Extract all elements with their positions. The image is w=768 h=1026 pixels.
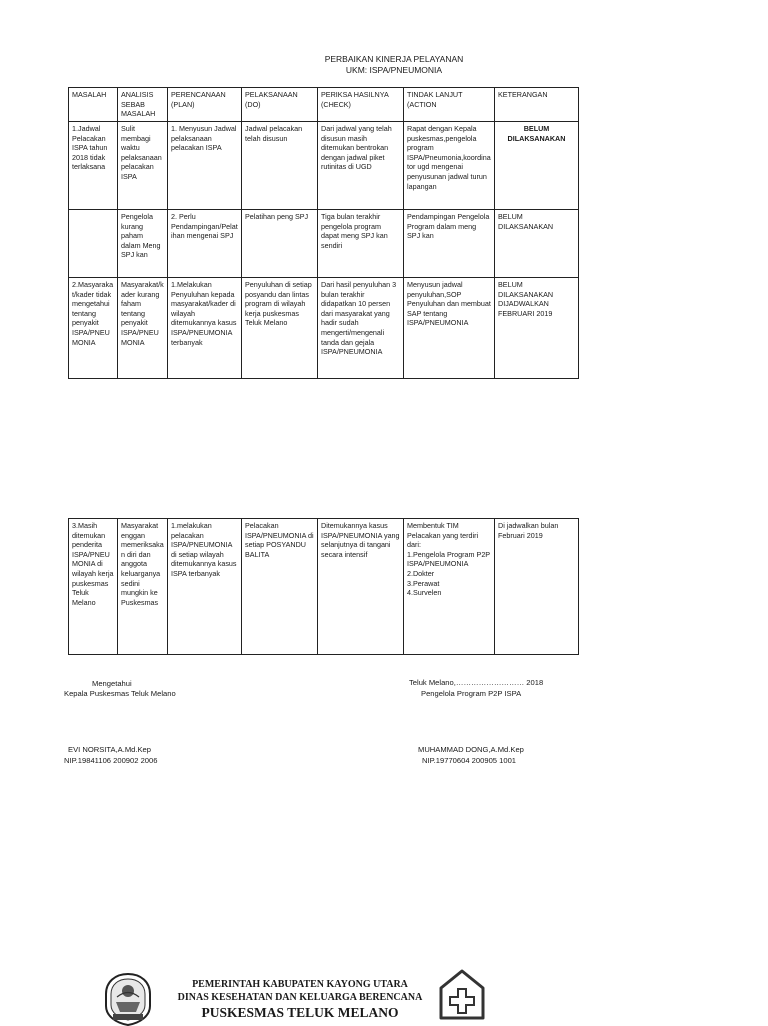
header-masalah: MASALAH [69,88,118,122]
left-sign-name: EVI NORSITA,A.Md.Kep [68,745,151,754]
table-cell: 1.Melakukan Penyuluhan kepada masyarakat/kader di wilayah ditemukannya kasus ISPA/PNEUMONIA terbanyak [168,278,242,379]
status-cell: BELUM DILAKSANAKAN [495,210,579,278]
table-cell: Ditemukannya kasus ISPA/PNEUMONIA yang selanjutnya di tangani secara intensif [318,519,404,655]
table-row [69,519,579,655]
pdca-table-2 [68,518,579,655]
status-cell: BELUM DILAKSANAKAN DIJADWALKAN FEBRUARI 2019 [495,278,579,379]
regional-government-seal-icon [103,972,153,1026]
header-pelaksanaan: PELAKSANAAN (DO) [242,88,318,122]
table-cell: Tiga bulan terakhir pengelola program dapat meng SPJ kan sendiri [318,210,404,278]
table-cell: Pelatihan peng SPJ [242,210,318,278]
table-header-row [69,88,579,122]
table-cell: 3.Masih ditemukan penderita ISPA/PNEUMONIA di wilayah kerja puskesmas Teluk Melano [69,519,118,655]
table-cell: Dari jadwal yang telah disusun masih ditemukan bentrokan dengan jadwal piket rutinitas di UGD [318,122,404,210]
table-cell: Rapat dengan Kepala puskesmas,pengelola program ISPA/Pneumonia,koordinator ugd mengenai penyusunan jadwal turun lapangan [404,122,495,210]
puskesmas-health-logo-icon [437,968,487,1024]
table-row [69,278,579,379]
header-analisis: ANALISIS SEBAB MASALAH [118,88,168,122]
footer-line-3: PUSKESMAS TELUK MELANO [201,1005,399,1020]
table-cell: Jadwal pelacakan telah disusun [242,122,318,210]
right-sign-place-date: Teluk Melano,……………………… 2018 [409,678,544,687]
status-cell: BELUM DILAKSANAKAN [495,122,579,210]
document-title: PERBAIKAN KINERJA PELAYANAN [324,54,464,64]
table-cell: Sulit membagi waktu pelaksanaan pelacakan ISPA [118,122,168,210]
table-cell [69,210,118,278]
status-cell: Di jadwalkan bulan Februari 2019 [495,519,579,655]
table-cell: Dari hasil penyuluhan 3 bulan terakhir didapatkan 10 persen dari masyarakat yang hadir sudah mengerti/mengenali tanda dan gejala ISPA/PNEUMONIA [318,278,404,379]
left-sign-position: Kepala Puskesmas Teluk Melano [64,689,176,698]
table-cell: Masyarakat enggan memeriksakan diri dan anggota keluarganya sedini mungkin ke Puskesmas [118,519,168,655]
header-periksa: PERIKSA HASILNYA (CHECK) [318,88,404,122]
right-sign-nip: NIP.19770604 200905 1001 [422,756,517,765]
table-cell: 2.Masyarakat/kader tidak mengetahui tentang penyakit ISPA/PNEUMONIA [69,278,118,379]
table-cell: 1.melakukan pelacakan ISPA/PNEUMONIA di setiap wilayah ditemukannya kasus ISPA terbanyak [168,519,242,655]
table-cell: Menyusun jadwal penyuluhan,SOP Penyuluhan dan membuat SAP tentang ISPA/PNEUMONIA [404,278,495,379]
table-cell: Masyarakat/kader kurang faham tentang penyakit ISPA/PNEUMONIA [118,278,168,379]
pdca-table-1 [68,87,579,379]
footer-line-2: DINAS KESEHATAN DAN KELUARGA BERENCANA [177,992,423,1003]
table-cell: Pengelola kurang paham dalam Meng SPJ kan [118,210,168,278]
table-cell: Penyuluhan di setiap posyandu dan lintas program di wilayah kerja puskesmas Teluk Melano [242,278,318,379]
right-sign-position: Pengelola Program P2P ISPA [421,689,522,698]
table-cell: 2. Perlu Pendampingan/Pelatihan mengenai SPJ [168,210,242,278]
right-sign-name: MUHAMMAD DONG,A.Md.Kep [418,745,524,754]
left-sign-greeting: Mengetahui [92,679,132,688]
table-row [69,122,579,210]
footer-line-1: PEMERINTAH KABUPATEN KAYONG UTARA [192,979,408,990]
header-perencanaan: PERENCANAAN (PLAN) [168,88,242,122]
table-cell: Pelacakan ISPA/PNEUMONIA di setiap POSYANDU BALITA [242,519,318,655]
table-cell: Pendampingan Pengelola Program dalam meng SPJ kan [404,210,495,278]
header-keterangan: KETERANGAN [495,88,579,122]
table-cell: Membentuk TIM Pelacakan yang terdiri dari: 1.Pengelola Program P2P ISPA/PNEUMONIA 2.Dokter 3.Perawat 4.Survelen [404,519,495,655]
header-tindak-lanjut: TINDAK LANJUT (ACTION [404,88,495,122]
left-sign-nip: NIP.19841106 200902 2006 [64,756,158,765]
document-subtitle: UKM: ISPA/PNEUMONIA [345,65,443,75]
table-row [69,210,579,278]
table-cell: 1.Jadwal Pelacakan ISPA tahun 2018 tidak terlaksana [69,122,118,210]
table-cell: 1. Menyusun Jadwal pelaksanaan pelacakan ISPA [168,122,242,210]
